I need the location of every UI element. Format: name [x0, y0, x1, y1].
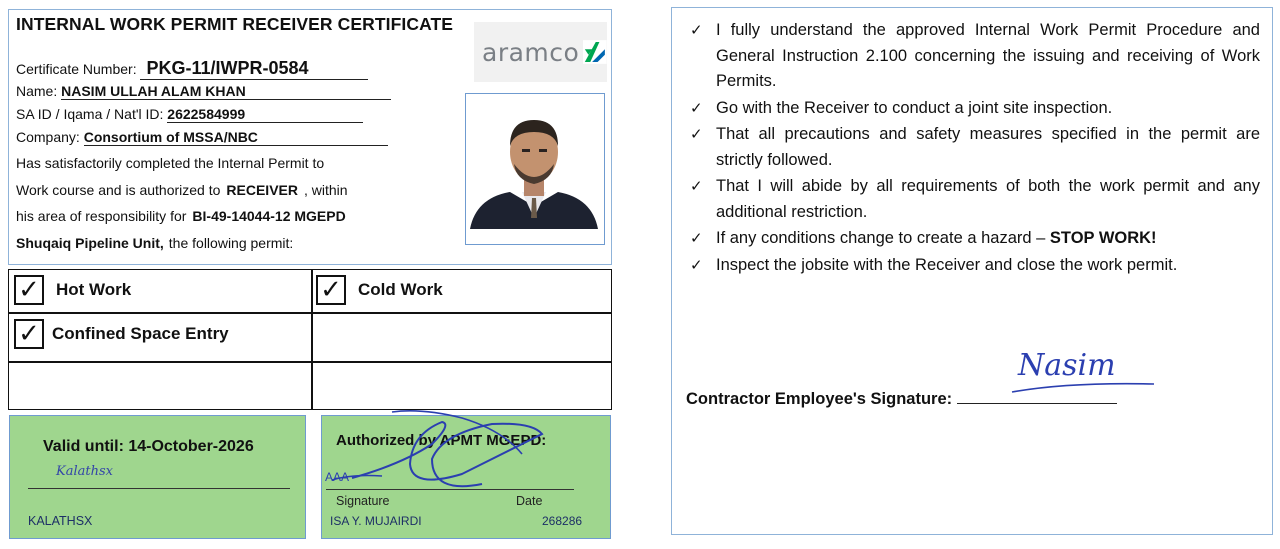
- list-item: ✓ That all precautions and safety measures specified in the permit are strictly followed.: [690, 122, 1260, 173]
- holder-id: 2622584999: [167, 106, 363, 123]
- check-icon: ✓: [690, 229, 703, 247]
- check-icon: ✓: [690, 21, 703, 39]
- validity-box: [9, 415, 306, 539]
- aramco-symbol-icon: [583, 39, 607, 65]
- logo-wordmark: aramco: [482, 37, 580, 67]
- person-photo-icon: [466, 94, 603, 243]
- contractor-signature-label: Contractor Employee's Signature:: [686, 390, 953, 408]
- aramco-logo: [474, 22, 607, 82]
- signature-caption: Signature: [336, 494, 390, 508]
- company-row: Company: Consortium of MSSA/NBC: [16, 129, 388, 146]
- certificate-title: INTERNAL WORK PERMIT RECEIVER CERTIFICATE: [16, 14, 454, 34]
- check-icon: ✓: [690, 125, 703, 143]
- date-caption: Date: [516, 494, 543, 508]
- check-icon: ✓: [690, 255, 703, 274]
- contractor-signature-mark: Nasim: [1018, 348, 1116, 383]
- certificate-number: PKG-11/IWPR-0584: [146, 58, 309, 78]
- authorized-by-label: Authorized by APMT MGEPD:: [336, 432, 547, 449]
- check-icon: ✓: [14, 275, 44, 305]
- check-icon: ✓: [316, 275, 346, 305]
- authorizer-initials: AAA: [325, 470, 350, 484]
- kalathsx-signature: Kalathsx: [56, 464, 113, 479]
- certificate-number-row: Certificate Number: PKG-11/IWPR-0584: [16, 58, 368, 80]
- certificate-front-panel: [8, 9, 612, 265]
- authorizer-name: ISA Y. MUJAIRDI: [330, 514, 422, 528]
- check-icon: ✓: [690, 177, 703, 195]
- company-name: Consortium of MSSA/NBC: [84, 129, 388, 146]
- stop-work-text: STOP WORK!: [1049, 229, 1157, 247]
- list-item: ✓ I fully understand the approved Internal Work Permit Procedure and General Instruction 2.100 concerning the issuing and receiving of Work Permits.: [690, 18, 1260, 95]
- authorizer-id: 268286: [542, 514, 583, 528]
- check-icon: ✓: [14, 319, 44, 349]
- certificate-back-panel: [671, 7, 1273, 535]
- permit-types-grid: [8, 269, 612, 410]
- permit-hot-work: ✓ Hot Work: [14, 275, 131, 305]
- list-item: ✓ Inspect the jobsite with the Receiver and close the work permit.: [690, 253, 1260, 279]
- list-item: ✓ If any conditions change to create a hazard – STOP WORK!: [690, 226, 1260, 252]
- permit-confined-space: ✓ Confined Space Entry: [14, 319, 229, 349]
- list-item: ✓ Go with the Receiver to conduct a joint site inspection.: [690, 96, 1260, 122]
- id-row: SA ID / Iqama / Nat'l ID: 2622584999: [16, 106, 363, 123]
- check-icon: ✓: [690, 98, 703, 117]
- holder-name: NASIM ULLAH ALAM KHAN: [61, 83, 391, 100]
- receiver-checklist: [690, 18, 1260, 279]
- authorization-statement: Has satisfactorily completed the Internal Permit to Work course and is authorized to RECEIVER , within his area of responsibility for BI-49-14044-12 MGEPD Shuqaiq Pipeline Unit, the following permit:: [16, 155, 348, 251]
- list-item: ✓ That I will abide by all requirements of both the work permit and any additional restriction.: [690, 174, 1260, 225]
- contractor-signature-row: [686, 390, 1117, 409]
- valid-until: Valid until: 14-October-2026: [43, 438, 254, 455]
- validity-signer: KALATHSX: [28, 514, 93, 528]
- holder-photo: [465, 93, 605, 245]
- authorization-box: [321, 415, 611, 539]
- permit-cold-work: ✓ Cold Work: [316, 275, 443, 305]
- name-row: Name: NASIM ULLAH ALAM KHAN: [16, 83, 391, 100]
